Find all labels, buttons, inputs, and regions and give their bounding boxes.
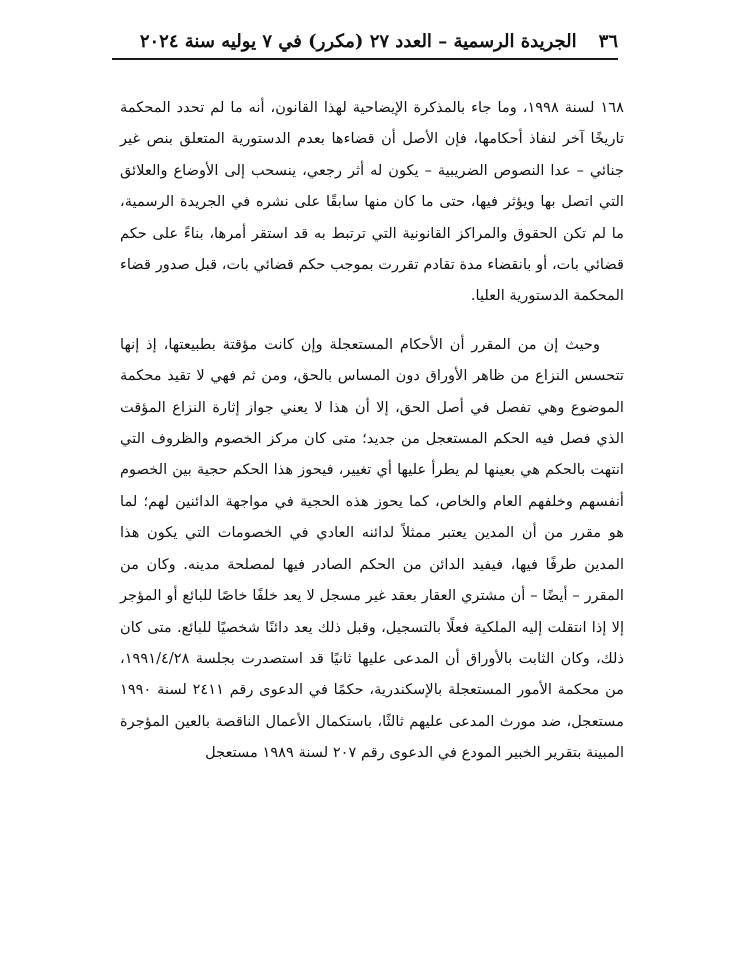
- page-body: [120, 92, 624, 769]
- page-header: [112, 26, 618, 60]
- paragraph-1: ١٦٨ لسنة ١٩٩٨، وما جاء بالمذكرة الإيضاحية لهذا القانون، أنه ما لم تحدد المحكمة تاريخًا آخر لنفاذ أحكامها، فإن الأصل أن قضاءها بعدم الدستورية المتعلق بنص غير جنائي – عدا النصوص الضريبية – يكون له أثر رجعي، ينسحب إلى الأوضاع والعلائق التي اتصل بها ويؤثر فيها، حتى ما كان منها سابقًا على نشره في الجريدة الرسمية، ما لم تكن الحقوق والمراكز القانونية التي ترتبط به قد استقر أمرها، بناءً على حكم قضائي بات، أو بانقضاء مدة تقادم تقررت بموجب حكم قضائي بات، قبل صدور قضاء المحكمة الدستورية العليا.: [120, 99, 624, 305]
- paragraph-2: وحيث إن من المقرر أن الأحكام المستعجلة وإن كانت مؤقتة بطبيعتها، إذ إنها تتحسس النزاع من ظاهر الأوراق دون المساس بالحق، ومن ثم فهي لا تقيد محكمة الموضوع وهي تفصل في أصل الحق، إلا أن هذا لا يعني جواز إثارة النزاع المؤقت الذي فصل فيه الحكم المستعجل من جديد؛ متى كان مركز الخصوم والظروف التي انتهت بالحكم هي بعينها لم يطرأ عليها أي تغيير، فيحوز هذا الحكم حجية بين الخصوم أنفسهم وخلفهم العام والخاص، كما يحوز هذه الحجية في مواجهة الدائنين لهم؛ لما هو مقرر من أن المدين يعتبر ممثلاً لدائنه العادي في الخصومات التي يكون هذا المدين طرفًا فيها، فيفيد الدائن من الحكم الصادر فيها لمصلحة مدينه. وكان من المقرر – أيضًا – أن مشتري العقار بعقد غير مسجل لا يعد خلفًا خاصًا للبائع أو المؤجر إلا إذا انتقلت إليه الملكية فعلًا بالتسجيل، وقبل ذلك يعد دائنًا شخصيًا للبائع. متى كان ذلك، وكان الثابت بالأوراق أن المدعى عليها ثانيًا قد استصدرت بجلسة ١٩٩١/٤/٢٨، من محكمة الأمور المستعجلة بالإسكندرية، حكمًا في الدعوى رقم ٢٤١١ لسنة ١٩٩٠ مستعجل، ضد مورث المدعى عليهم ثالثًا، باستكمال الأعمال الناقصة بالعين المؤجرة المبينة بتقرير الخبير المودع في الدعوى رقم ٢٠٧ لسنة ١٩٨٩ مستعجل: [120, 335, 624, 762]
- gazette-title: الجريدة الرسمية – العدد ٢٧ (مكرر) في ٧ يوليه سنة ٢٠٢٤: [139, 31, 577, 52]
- page-number: ٣٦: [598, 31, 618, 52]
